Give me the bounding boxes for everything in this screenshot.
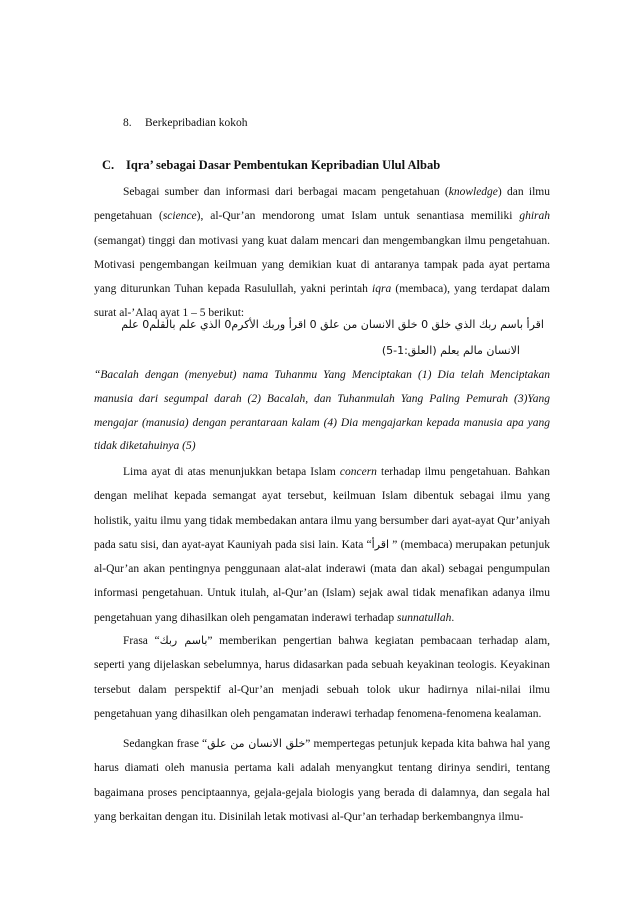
paragraph-body-3: Sedangkan frase “خلق الانسان من علق” mempertegas petunjuk kepada kita bahwa hal yang harus diamati oleh manusia pertama kali adalah menyangkut tentang dirinya sendiri, tentang bagaimana proses penciptaannya, gejala-gejala biologis yang berada di dalamnya, dan segala hal yang berkaitan dengan itu. Disinilah letak motivasi al-Qur’an terhadap berkembangnya ilmu- [94,737,550,823]
paragraph-body-1: Lima ayat di atas menunjukkan betapa Islam concern terhadap ilmu pengetahuan. Bahkan dengan melihat kepada semangat ayat tersebut, keilmuan Islam dibentuk sebagai ilmu yang holistik, yaitu ilmu yang tidak membedakan antara ilmu yang bersumber dari ayat-ayat Qur’aniyah pada satu sisi, dan ayat-ayat Kauniyah pada sisi lain. Kata “اقرأ ” (membaca) merupakan petunjuk al-Qur’an akan pentingnya penggunaan alat-alat inderawi (mata dan akal) sebagai pengumpulan informasi pengetahuan. Untuk itulah, al-Qur’an (Islam) sejak awal tidak menafikan adanya ilmu pengetahuan yang dihasilkan oleh pengamatan inderawi terhadap sunnatullah. [94,466,550,624]
arabic-verse-line-1: اقرأ باسم ربك الذي خلق 0 خلق الانسان من علق 0 اقرأ وربك الأكرم0 الذي علم بالقلم0 علم [121,318,544,331]
list-text: Berkepribadian kokoh [145,117,248,129]
paragraph-body-2: Frasa “باسم ربك” memberikan pengertian bahwa kegiatan pembacaan terhadap alam, seperti yang dijelaskan sebelumnya, harus didasarkan pada sebuah keyakinan teologis. Keyakinan tersebut dalam perspektif al-Qur’an menjadi sebuah tolok ukur hadirnya nilai-nilai ilmu pengetahuan yang dihasilkan oleh pengamatan inderawi terhadap fenomena-fenomena kealaman. [94,634,551,720]
arabic-verse-line-2: الانسان مالم يعلم (العلق:1-5) [381,344,520,357]
paragraph-intro: Sebagai sumber dan informasi dari berbagai macam pengetahuan (knowledge) dan ilmu pengetahuan (science), al-Qur’an mendorong umat Islam untuk senantiasa memiliki ghirah (semangat) tinggi dan motivasi yang kuat dalam mencari dan mengembangkan ilmu pengetahuan. Motivasi pengembangan keilmuan yang demikian kuat di antaranya tampak pada ayat pertama yang diturunkan Tuhan kepada Rasulullah, yakni perintah iqra (membaca), yang terdapat dalam surat al-’Alaq ayat 1 – 5 berikut: [94,186,550,320]
arabic-inline-khalaqa: خلق الانسان من علق [207,737,306,750]
list-item [123,117,248,129]
verse-translation: “Bacalah dengan (menyebut) nama Tuhanmu Yang Menciptakan (1) Dia telah Menciptakan manusia dari segumpal darah (2) Bacalah, dan Tuhanmulah Yang Paling Pemurah (3)Yang mengajar (manusia) dengan perantaraan kalam (4) Dia mengajarkan kepada manusia apa yang tidak diketahuinya (5) [94,369,550,453]
list-number: 8. [123,117,132,129]
section-heading [102,158,552,173]
arabic-inline-iqra: اقرأ [371,537,390,551]
section-letter: C. [102,158,115,172]
arabic-inline-bismi: باسم ربك [159,634,208,647]
section-title: Iqra’ sebagai Dasar Pembentukan Kepribadian Ulul Albab [126,158,441,172]
